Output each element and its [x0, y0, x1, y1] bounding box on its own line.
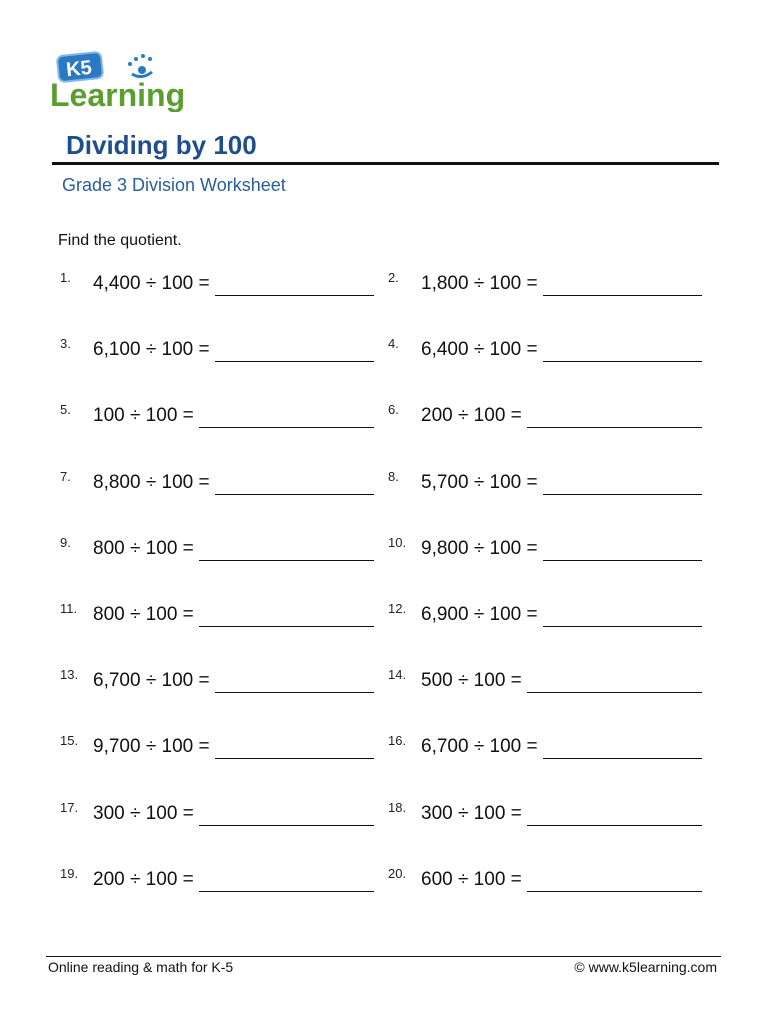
problem-number: 19.: [60, 866, 79, 881]
answer-blank[interactable]: [199, 825, 374, 826]
answer-blank[interactable]: [543, 361, 702, 362]
problem-number: 12.: [388, 601, 407, 616]
problem-number: 5.: [60, 402, 71, 417]
problem-expression: 6,700 ÷ 100 =: [421, 736, 538, 757]
answer-blank[interactable]: [527, 825, 702, 826]
answer-blank[interactable]: [543, 626, 702, 627]
answer-blank[interactable]: [215, 758, 374, 759]
problem-number: 6.: [388, 402, 399, 417]
problem-expression: 8,800 ÷ 100 =: [93, 472, 210, 493]
problem-expression: 9,800 ÷ 100 =: [421, 538, 538, 559]
problem-number: 8.: [388, 469, 399, 484]
answer-blank[interactable]: [199, 427, 374, 428]
answer-blank[interactable]: [215, 692, 374, 693]
problem-item: [388, 733, 538, 763]
problem-item: [388, 469, 538, 499]
answer-blank[interactable]: [199, 891, 374, 892]
problem-number: 13.: [60, 667, 79, 682]
problem-expression: 300 ÷ 100 =: [421, 803, 522, 824]
problem-item: [388, 800, 522, 830]
problem-item: [388, 667, 522, 697]
answer-blank[interactable]: [543, 494, 702, 495]
problem-item: [388, 866, 522, 896]
answer-blank[interactable]: [199, 560, 374, 561]
problem-item: [60, 733, 210, 763]
answer-blank[interactable]: [527, 891, 702, 892]
problem-number: 14.: [388, 667, 407, 682]
footer-website: © www.k5learning.com: [574, 959, 717, 975]
problem-number: 10.: [388, 535, 407, 550]
instruction-text: Find the quotient.: [58, 232, 182, 249]
problem-item: [60, 601, 194, 631]
problem-expression: 800 ÷ 100 =: [93, 538, 194, 559]
problem-expression: 5,700 ÷ 100 =: [421, 472, 538, 493]
problem-number: 1.: [60, 270, 71, 285]
problem-item: [388, 601, 538, 631]
svg-text:Learning: Learning: [50, 77, 186, 112]
footer-tagline: Online reading & math for K-5: [48, 959, 234, 975]
answer-blank[interactable]: [543, 560, 702, 561]
answer-blank[interactable]: [527, 692, 702, 693]
problem-number: 4.: [388, 336, 399, 351]
problem-number: 7.: [60, 469, 71, 484]
problem-number: 20.: [388, 866, 407, 881]
problem-item: [60, 800, 194, 830]
problem-item: [60, 667, 210, 697]
problem-expression: 200 ÷ 100 =: [93, 869, 194, 890]
answer-blank[interactable]: [543, 758, 702, 759]
problem-item: [60, 535, 194, 565]
problem-expression: 9,700 ÷ 100 =: [93, 736, 210, 757]
problem-number: 11.: [60, 601, 78, 616]
problem-expression: 300 ÷ 100 =: [93, 803, 194, 824]
problem-expression: 1,800 ÷ 100 =: [421, 273, 538, 294]
problem-item: [388, 270, 538, 300]
problem-expression: 600 ÷ 100 =: [421, 869, 522, 890]
answer-blank[interactable]: [199, 626, 374, 627]
problem-number: 15.: [60, 733, 79, 748]
problem-item: [60, 866, 194, 896]
footer-divider: [46, 956, 721, 957]
problem-expression: 4,400 ÷ 100 =: [93, 273, 210, 294]
answer-blank[interactable]: [215, 295, 374, 296]
answer-blank[interactable]: [543, 295, 702, 296]
problem-expression: 6,400 ÷ 100 =: [421, 339, 538, 360]
problem-number: 16.: [388, 733, 407, 748]
problem-item: [60, 336, 210, 366]
problem-number: 3.: [60, 336, 71, 351]
problem-expression: 200 ÷ 100 =: [421, 405, 522, 426]
problem-item: [60, 270, 210, 300]
page-subtitle: Grade 3 Division Worksheet: [62, 175, 286, 195]
problem-number: 18.: [388, 800, 407, 815]
answer-blank[interactable]: [215, 494, 374, 495]
problem-item: [60, 469, 210, 499]
problem-number: 2.: [388, 270, 399, 285]
problem-item: [388, 336, 538, 366]
svg-text:K5: K5: [65, 56, 93, 82]
problem-item: [60, 402, 194, 432]
problem-item: [388, 535, 538, 565]
problem-expression: 6,900 ÷ 100 =: [421, 604, 538, 625]
problem-expression: 100 ÷ 100 =: [93, 405, 194, 426]
problem-number: 17.: [60, 800, 79, 815]
problem-expression: 6,700 ÷ 100 =: [93, 670, 210, 691]
page-title: Dividing by 100: [66, 130, 257, 160]
problem-expression: 500 ÷ 100 =: [421, 670, 522, 691]
answer-blank[interactable]: [527, 427, 702, 428]
problem-expression: 800 ÷ 100 =: [93, 604, 194, 625]
problem-number: 9.: [60, 535, 71, 550]
problem-expression: 6,100 ÷ 100 =: [93, 339, 210, 360]
problem-item: [388, 402, 522, 432]
answer-blank[interactable]: [215, 361, 374, 362]
